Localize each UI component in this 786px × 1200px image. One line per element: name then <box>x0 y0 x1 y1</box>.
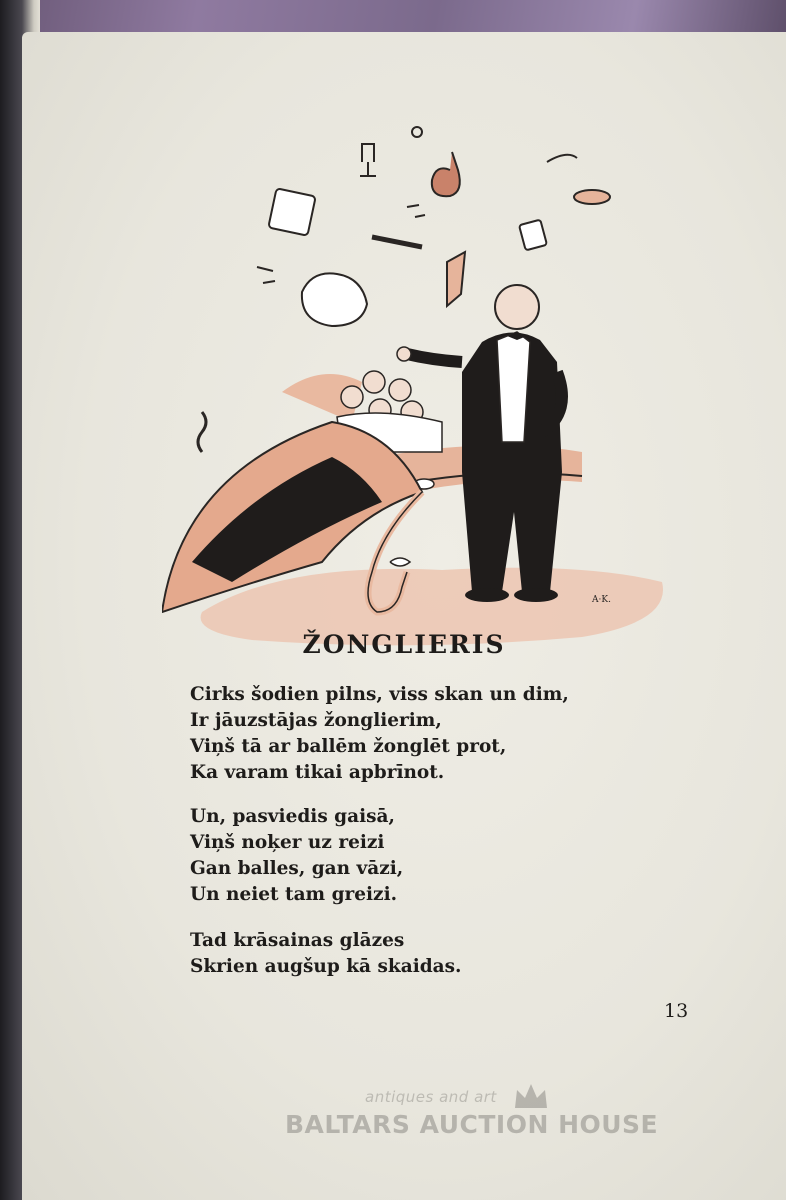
book-page <box>22 32 786 1200</box>
stanza-1 <box>190 682 569 786</box>
stanza-line: Tad krāsainas glāzes <box>190 930 405 951</box>
crown-icon <box>513 1082 549 1110</box>
watermark-brand: BALTARS AUCTION HOUSE <box>285 1110 659 1139</box>
stanza-2 <box>190 804 403 908</box>
page-number: 13 <box>664 1000 689 1022</box>
stanza-line: Ir jāuzstājas žonglierim, <box>190 710 442 731</box>
stanza-line: Skrien augšup kā skaidas. <box>190 956 462 977</box>
stanza-line: Viņš noķer uz reizi <box>190 832 385 853</box>
stanza-line: Ka varam tikai apbrīnot. <box>190 762 445 783</box>
poem-title: ŽONGLIERIS <box>302 630 506 659</box>
watermark-tagline: antiques and art <box>365 1088 497 1106</box>
watermark <box>285 1088 705 1168</box>
stanza-line: Viņš tā ar ballēm žonglēt prot, <box>190 736 507 757</box>
stanza-line: Cirks šodien pilns, viss skan un dim, <box>190 684 569 705</box>
stanza-line: Un neiet tam greizi. <box>190 884 398 905</box>
stanza-line: Gan balles, gan vāzi, <box>190 858 404 879</box>
juggler-illustration <box>162 92 682 652</box>
illustration-signature: A·K. <box>592 595 611 605</box>
stanza-line: Un, pasviedis gaisā, <box>190 806 395 827</box>
stanza-3 <box>190 928 462 980</box>
